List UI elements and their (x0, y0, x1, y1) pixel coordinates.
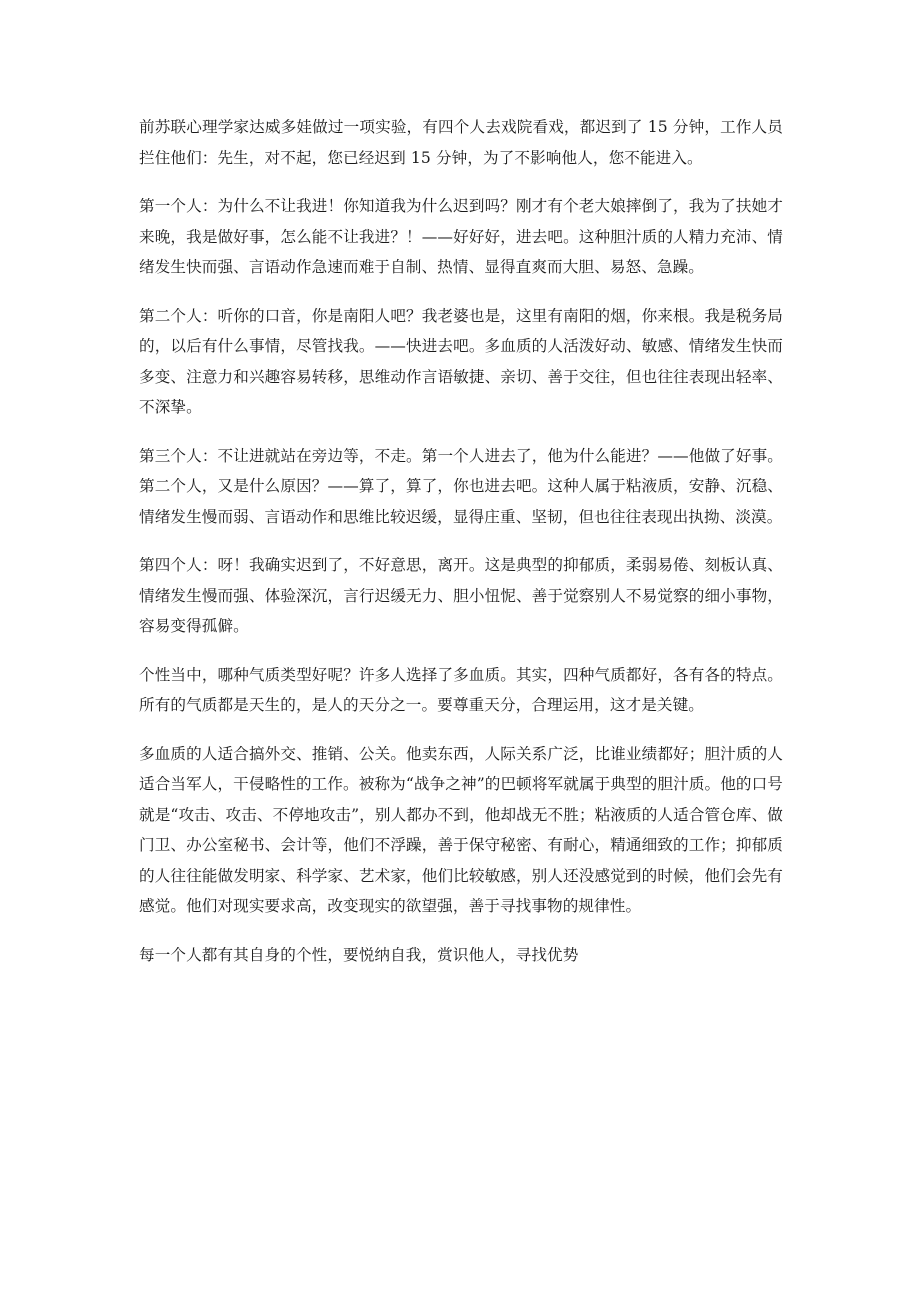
paragraph-experiment-intro: 前苏联心理学家达威多娃做过一项实验，有四个人去戏院看戏，都迟到了 15 分钟，工作人员拦住他们：先生，对不起，您已经迟到 15 分钟，为了不影响他人，您不能进入。 (139, 118, 783, 167)
paragraph-career-suitability: 多血质的人适合搞外交、推销、公关。他卖东西，人际关系广泛，比谁业绩都好；胆汁质的人适合当军人，干侵略性的工作。被称为“战争之神”的巴顿将军就属于典型的胆汁质。他的口号就是“攻击、攻击、不停地攻击”，别人都办不到，他却战无不胜；粘液质的人适合管仓库、做门卫、办公室秘书、会计等，他们不浮躁，善于保守秘密、有耐心，精通细致的工作；抑郁质的人往往能做发明家、科学家、艺术家，他们比较敏感，别人还没感觉到的时候，他们会先有感觉。他们对现实要求高，改变现实的欲望强，善于寻找事物的规律性。 (139, 744, 783, 915)
paragraph-conclusion: 每一个人都有其自身的个性，要悦纳自我，赏识他人，寻找优势 (139, 945, 579, 964)
paragraph-third-person: 第三个人：不让进就站在旁边等，不走。第一个人进去了，他为什么能进？——他做了好事。第二个人，又是什么原因？——算了，算了，你也进去吧。这种人属于粘液质，安静、沉稳、情绪发生慢而弱、言语动作和思维比较迟缓，显得庄重、坚韧，但也往往表现出执拗、淡漠。 (139, 446, 783, 526)
paragraph-first-person: 第一个人：为什么不让我进！你知道我为什么迟到吗？刚才有个老大娘摔倒了，我为了扶她才来晚，我是做好事，怎么能不让我进？！——好好好，进去吧。这种胆汁质的人精力充沛、情绪发生快而强、言语动作急速而难于自制、热情、显得直爽而大胆、易怒、急躁。 (139, 197, 783, 276)
paragraph-fourth-person: 第四个人：呀！我确实迟到了，不好意思，离开。这是典型的抑郁质，柔弱易倦、刻板认真、情绪发生慢而强、体验深沉，言行迟缓无力、胆小忸怩、善于觉察别人不易觉察的细小事物，容易变得孤僻。 (139, 556, 783, 635)
paragraph-which-temperament: 个性当中，哪种气质类型好呢？许多人选择了多血质。其实，四种气质都好，各有各的特点。所有的气质都是天生的，是人的天分之一。要尊重天分，合理运用，这才是关键。 (139, 665, 783, 714)
paragraph-second-person: 第二个人：听你的口音，你是南阳人吧？我老婆也是，这里有南阳的烟，你来根。我是税务局的，以后有什么事情，尽管找我。——快进去吧。多血质的人活泼好动、敏感、情绪发生快而多变、注意力和兴趣容易转移，思维动作言语敏捷、亲切、善于交往，但也往往表现出轻率、不深挚。 (139, 306, 783, 416)
document-body (139, 112, 783, 988)
